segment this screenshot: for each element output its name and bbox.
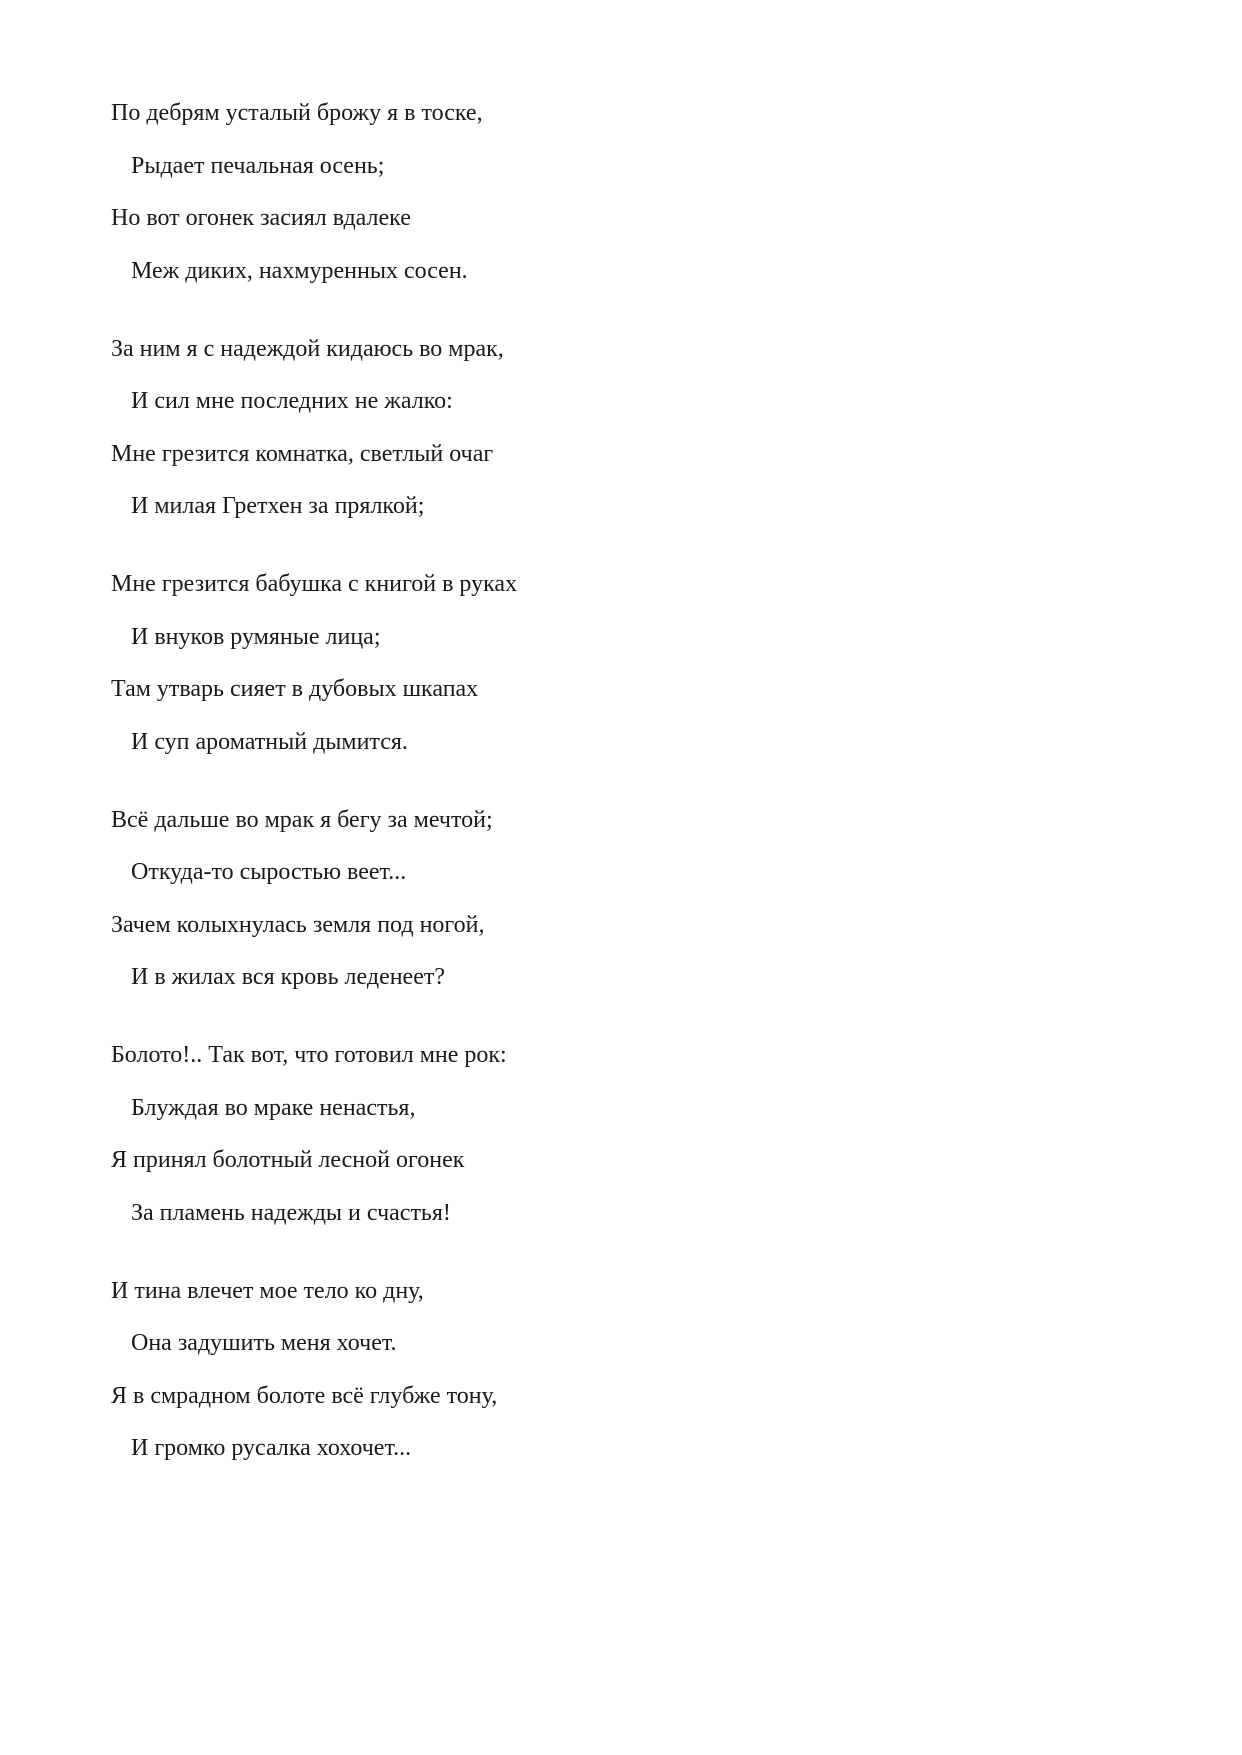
stanza-5 <box>111 1042 1131 1226</box>
stanza-4 <box>111 807 1131 991</box>
stanza-6 <box>111 1278 1131 1462</box>
poem-line: И тина влечет мое тело ко дну, <box>111 1277 424 1304</box>
poem-line: За пламень надежды и счастья! <box>131 1199 451 1226</box>
poem-line: Рыдает печальная осень; <box>131 152 385 179</box>
poem-line: И сил мне последних не жалко: <box>131 388 453 414</box>
poem-line: Она задушить меня хочет. <box>131 1330 397 1356</box>
poem-line: Там утварь сияет в дубовых шкапах <box>111 676 479 702</box>
poem-line: Мне грезится бабушка с книгой в руках <box>111 571 518 597</box>
poem-line: И громко русалка хохочет... <box>131 1435 412 1461</box>
poem-line: Меж диких, нахмуренных сосен. <box>131 257 468 284</box>
poem-line: И внуков румяные лица; <box>131 623 381 650</box>
poem <box>111 100 1131 1513</box>
poem-line: За ним я с надеждой кидаюсь во мрак, <box>111 335 504 362</box>
poem-line: И суп ароматный дымится. <box>131 728 408 755</box>
poem-line: Я принял болотный лесной огонек <box>111 1147 465 1173</box>
poem-line: По дебрям усталый брожу я в тоске, <box>111 100 483 126</box>
poem-line: И в жилах вся кровь леденеет? <box>131 964 446 990</box>
stanza-3 <box>111 571 1131 755</box>
poem-line: Блуждая во мраке ненастья, <box>131 1094 416 1121</box>
poem-line: Болото!.. Так вот, что готовил мне рок: <box>111 1042 507 1068</box>
poem-line: Откуда-то сыростью веет... <box>131 859 407 885</box>
poem-line: Всё дальше во мрак я бегу за мечтой; <box>111 806 493 833</box>
poem-line: Но вот огонек засиял вдалеке <box>111 205 411 231</box>
poem-line: И милая Гретхен за прялкой; <box>131 493 425 519</box>
poem-line: Я в смрадном болоте всё глубже тону, <box>111 1382 498 1409</box>
poem-line: Зачем колыхнулась земля под ногой, <box>111 911 485 938</box>
poem-line: Мне грезится комнатка, светлый очаг <box>111 440 494 467</box>
stanza-2 <box>111 336 1131 520</box>
stanza-1 <box>111 100 1131 284</box>
